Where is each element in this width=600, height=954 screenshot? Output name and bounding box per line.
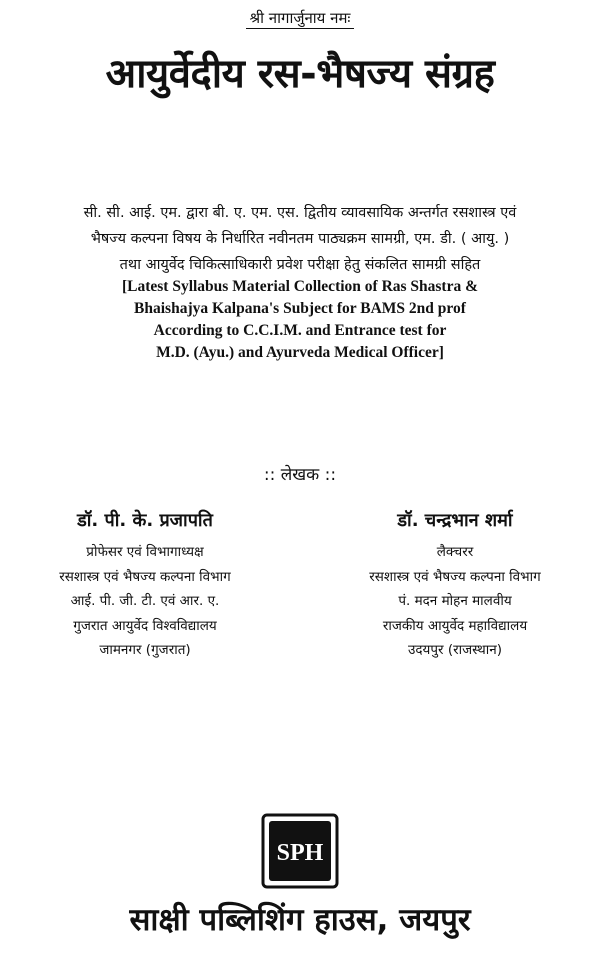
author-affiliation-line: पं. मदन मोहन मालवीय [398, 593, 512, 609]
english-description-line: According to C.C.I.M. and Entrance test for [153, 322, 447, 339]
publisher-name: साक्षी पब्लिशिंग हाउस, जयपुर [129, 902, 471, 938]
author-affiliation-line: लैक्चरर [436, 544, 474, 560]
english-description-line: [Latest Syllabus Material Collection of Ras Shastra & [121, 278, 479, 295]
english-description-line: Bhaishajya Kalpana's Subject for BAMS 2nd prof [134, 300, 466, 317]
hindi-description-line: भैषज्य कल्पना विषय के निर्धारित नवीनतम पाठ्यक्रम सामग्री, एम. डी. ( आयु. ) [90, 231, 510, 247]
author-affiliation-line: राजकीय आयुर्वेद महाविद्यालय [382, 617, 528, 634]
invocation [0, 8, 600, 28]
hindi-description-line: सी. सी. आई. एम. द्वारा बी. ए. एम. एस. द्वितीय व्यावसायिक अन्तर्गत रसशास्त्र एवं [83, 205, 517, 221]
author-affiliation-line: गुजरात आयुर्वेद विश्वविद्यालय [73, 617, 217, 634]
author-affiliation-line: जामनगर (गुजरात) [99, 642, 191, 658]
english-description-line: M.D. (Ayu.) and Ayurveda Medical Officer] [156, 344, 444, 361]
author-affiliation-line: प्रोफेसर एवं विभागाध्यक्ष [86, 544, 204, 560]
author-name: डॉ. चन्द्रभान शर्मा [397, 510, 513, 531]
hindi-description [20, 200, 580, 278]
logo-text: SPH [276, 840, 324, 866]
hindi-description-line: तथा आयुर्वेद चिकित्साधिकारी प्रवेश परीक्षा हेतु संकलित सामग्री सहित [119, 257, 481, 273]
author-name: डॉ. पी. के. प्रजापति [77, 510, 213, 531]
author-affiliation-line: रसशास्त्र एवं भैषज्य कल्पना विभाग [369, 568, 541, 585]
author-affiliation-line: उदयपुर (राजस्थान) [407, 642, 503, 658]
author-affiliation-line: रसशास्त्र एवं भैषज्य कल्पना विभाग [59, 568, 231, 585]
author-right [310, 508, 600, 663]
author-left [0, 508, 290, 663]
authors-heading: :: लेखक :: [263, 465, 337, 485]
english-description [60, 276, 540, 364]
publisher-logo-icon [260, 812, 340, 890]
book-title: आयुर्वेदीय रस-भैषज्य संग्रह [105, 51, 495, 97]
author-affiliation-line: आई. पी. जी. टी. एवं आर. ए. [70, 593, 220, 609]
invocation-text: श्री नागार्जुनाय नमः [246, 9, 355, 29]
